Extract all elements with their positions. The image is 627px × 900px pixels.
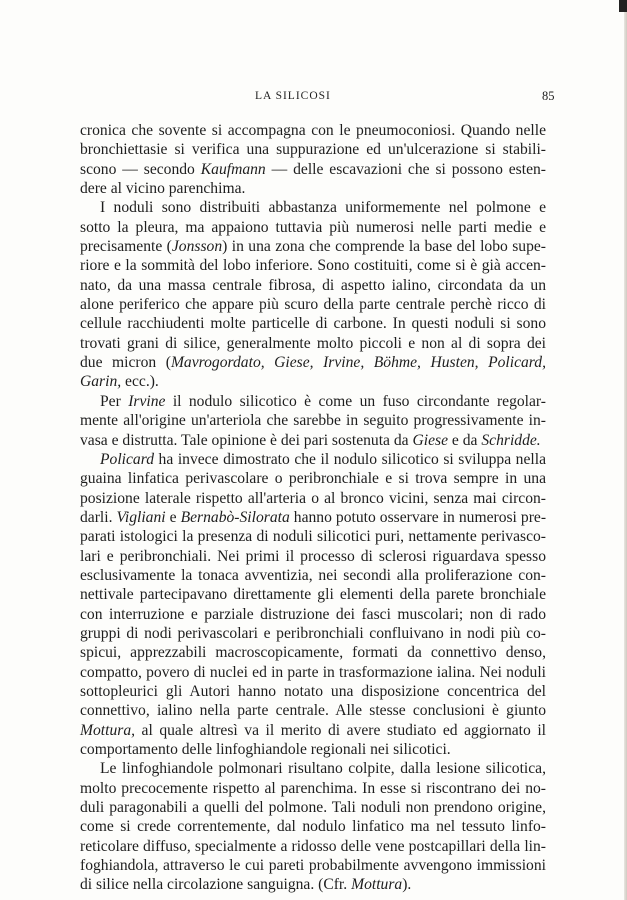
- text-line: [80, 740, 546, 759]
- text-segment: ecc.).: [121, 373, 159, 391]
- text-line: [80, 701, 546, 720]
- text-segment: di silice nella circolazione sanguigna. (Cfr.: [80, 876, 352, 894]
- text-segment: molto precocemente rispetto al parenchima. In esse si riscontrano dei no-: [80, 779, 546, 797]
- text-segment: I noduli sono distribuiti abbastanza uniformemente nel polmone e: [100, 199, 546, 217]
- text-line: [80, 643, 546, 662]
- text-segment: esclusivamente la tonaca avventizia, nei secondi alla proliferazione con-: [80, 566, 546, 584]
- text-segment: il nodulo silicotico è come un fuso circondante regolar-: [165, 392, 547, 410]
- text-segment: mente all'origine un'arteriola che sarebbe in seguito progressivamente in-: [80, 412, 546, 430]
- text-line: [80, 140, 546, 159]
- text-segment: foghiandola, attraverso le cui pareti probabilmente avvengono immissioni: [80, 857, 546, 875]
- text-segment: connettivo, ialino nella parte centrale. Alle stesse conclusioni è giunto: [80, 702, 546, 720]
- text-line: [80, 121, 546, 140]
- text-line: [80, 469, 546, 488]
- corner-mark: [619, 0, 627, 12]
- text-line: [80, 721, 546, 740]
- text-line: [80, 237, 546, 256]
- text-line: [80, 856, 546, 875]
- text-segment: gruppi di nodi perivascolari e peribronchiali confluivano in nodi più co-: [80, 624, 546, 642]
- text-line: [80, 663, 546, 682]
- italic-segment: Garin,: [80, 373, 122, 391]
- text-line: [80, 295, 546, 314]
- text-segment: lari e peribronchiali. Nei primi il processo di sclerosi riguardava spesso: [80, 547, 546, 565]
- text-segment: alone periferico che appare più scuro della parte centrale perchè ricco di: [80, 296, 546, 314]
- text-segment: e da: [448, 431, 482, 449]
- text-segment: vasa e distrutta. Tale opinione è dei pari sostenuta da: [80, 431, 413, 449]
- text-line: [80, 431, 546, 450]
- text-segment: reticolare diffuso, specialmente a ridosso delle vene postcapillari della lin-: [80, 837, 546, 855]
- text-line: [80, 682, 546, 701]
- text-line: [80, 314, 546, 333]
- text-segment: Le linfoghiandole polmonari risultano colpite, dalla lesione silicotica,: [100, 760, 546, 778]
- text-line: [80, 179, 546, 198]
- text-line: [80, 585, 546, 604]
- text-line: [80, 334, 546, 353]
- text-line: [80, 566, 546, 585]
- italic-segment: Kaufmann: [200, 160, 266, 178]
- text-line: [80, 605, 546, 624]
- text-segment: e: [165, 508, 181, 526]
- text-segment: precisamente (: [80, 238, 172, 256]
- text-segment: — delle escavazioni che si possono esten-: [265, 160, 546, 178]
- text-line: [80, 837, 546, 856]
- text-segment: sotto la pleura, ma appaiono tuttavia più numerosi nelle parti medie e: [80, 218, 546, 236]
- italic-segment: Mottura: [351, 876, 403, 894]
- text-line: [80, 392, 546, 411]
- text-line: [80, 353, 546, 372]
- text-segment: darli.: [80, 508, 117, 526]
- italic-segment: Jonsson: [171, 238, 223, 256]
- text-segment: posizione laterale rispetto all'arteria o al bronco vicini, senza mai circon-: [80, 489, 546, 507]
- text-segment: Per: [100, 392, 129, 410]
- text-segment: duli paragonabili a quelli del polmone. Tali noduli non prendono origine,: [80, 799, 546, 817]
- text-line: [80, 160, 546, 179]
- text-segment: sottopleurici gli Autori hanno notato una disposizione concentrica del: [80, 682, 546, 700]
- text-line: [80, 527, 546, 546]
- text-segment: cellule racchiudenti molte particelle di carbone. In questi noduli si sono: [80, 315, 546, 333]
- text-segment: bronchiettasie si verifica una suppurazione ed un'ulcerazione si stabili-: [80, 141, 546, 159]
- text-line: [80, 759, 546, 778]
- text-segment: come si crede correntemente, dal nodulo linfatico ma nel tessuto linfo-: [80, 818, 546, 836]
- text-line: [80, 489, 546, 508]
- text-line: [80, 779, 546, 798]
- text-line: [80, 372, 546, 391]
- text-line: [80, 276, 546, 295]
- italic-segment: Bernabò-Silorata: [180, 508, 290, 526]
- text-segment: guaina linfatica perivascolare o peribronchiale e si trova sempre in una: [80, 470, 546, 488]
- page-number: 85: [542, 89, 555, 103]
- italic-segment: Mavrogordato, Giese, Irvine, Böhme, Husten, Policard,: [170, 354, 546, 372]
- text-line: [80, 198, 546, 217]
- text-segment: spicui, apprezzabili macroscopicamente, formati da connettivo denso,: [80, 644, 546, 662]
- text-segment: trovati grani di silice, generalmente molto piccoli e non al di sopra dei: [80, 334, 546, 352]
- italic-segment: Schridde.: [481, 431, 541, 449]
- text-segment: con interruzione e parziale distruzione dei fasci muscolari; non di rado: [80, 605, 546, 623]
- text-segment: hanno potuto osservare in numerosi pre-: [289, 508, 547, 526]
- body-text: [80, 121, 546, 895]
- text-line: [80, 817, 546, 836]
- text-segment: ha invece dimostrato che il nodulo silicotico si sviluppa nella: [154, 450, 546, 468]
- text-segment: parati istologici la presenza di noduli silicotici puri, nettamente perivasco-: [80, 528, 546, 546]
- italic-segment: Irvine: [128, 392, 166, 410]
- text-line: [80, 411, 546, 430]
- italic-segment: Vigliani: [116, 508, 166, 526]
- text-segment: comportamento delle linfoghiandole regionali nei silicotici.: [80, 741, 451, 758]
- text-segment: ) in una zona che comprende la base del lobo supe-: [222, 238, 546, 256]
- text-line: [80, 875, 546, 894]
- italic-segment: Policard: [100, 450, 154, 468]
- text-segment: nato, da una massa centrale fibrosa, di aspetto ialino, circondata da un: [80, 276, 546, 294]
- text-segment: due micron (: [80, 354, 171, 372]
- text-line: [80, 624, 546, 643]
- text-segment: ).: [402, 876, 412, 894]
- text-line: [80, 547, 546, 566]
- text-segment: riore e la sommità del lobo inferiore. Sono costituiti, come si è già accen-: [80, 257, 546, 275]
- italic-segment: Mottura,: [80, 721, 136, 739]
- text-line: [80, 256, 546, 275]
- italic-segment: Giese: [412, 431, 449, 449]
- text-segment: nettivale partecipavano direttamente gli elementi della parete bronchiale: [80, 586, 546, 604]
- text-line: [80, 218, 546, 237]
- text-segment: al quale altresì va il merito di avere studiato ed aggiornato il: [135, 721, 546, 739]
- text-line: [80, 450, 546, 469]
- text-line: [80, 508, 546, 527]
- text-segment: dere al vicino parenchima.: [80, 180, 246, 198]
- text-segment: compatto, povero di nuclei ed in parte in trasformazione ialina. Nei noduli: [80, 663, 546, 681]
- text-segment: cronica che sovente si accompagna con le pneumoconiosi. Quando nelle: [80, 122, 546, 139]
- text-line: [80, 798, 546, 817]
- text-segment: scono — secondo: [80, 160, 201, 178]
- running-head: LA SILICOSI: [255, 90, 331, 102]
